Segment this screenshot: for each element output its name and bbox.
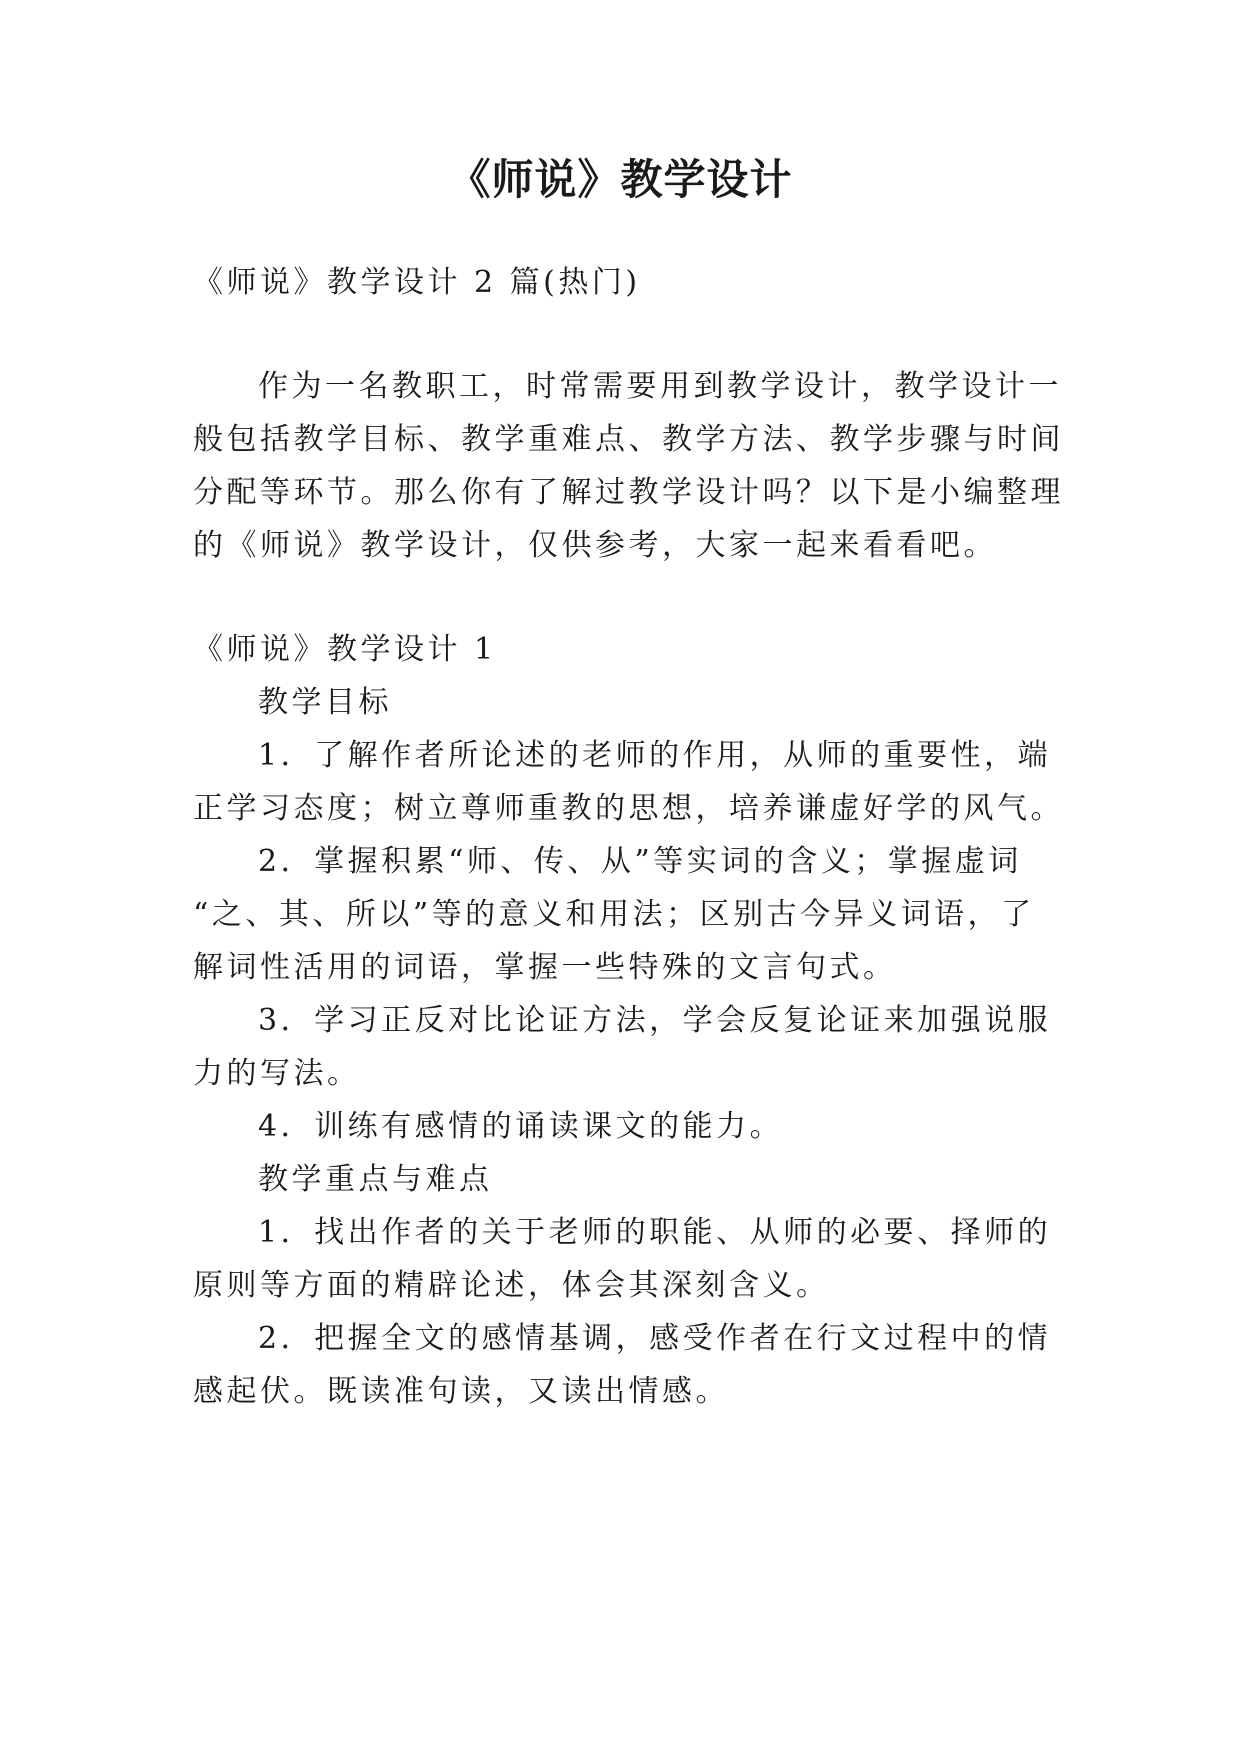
goal-line: 3．学习正反对比论证方法，学会反复论证来加强说服 bbox=[258, 1003, 1052, 1038]
goal-line: 2．掌握积累“师、传、从”等实词的含义；掌握虚词 bbox=[258, 844, 1022, 879]
goal-line: 1．了解作者所论述的老师的作用，从师的重要性，端 bbox=[258, 738, 1052, 773]
document-title: 《师说》教学设计 bbox=[448, 155, 793, 204]
intro-line: 分配等环节。那么你有了解过教学设计吗？以下是小编整理 bbox=[193, 475, 1064, 510]
key-points-heading: 教学重点与难点 bbox=[258, 1162, 493, 1197]
key-point-line: 感起伏。既读准句读，又读出情感。 bbox=[193, 1374, 729, 1409]
section-heading: 《师说》教学设计 1 bbox=[193, 632, 497, 667]
intro-line: 的《师说》教学设计，仅供参考，大家一起来看看吧。 bbox=[193, 528, 997, 563]
key-point-line: 2．把握全文的感情基调，感受作者在行文过程中的情 bbox=[258, 1321, 1052, 1356]
intro-line: 作为一名教职工，时常需要用到教学设计，教学设计一 bbox=[258, 369, 1062, 404]
key-point-line: 1．找出作者的关于老师的职能、从师的必要、择师的 bbox=[258, 1215, 1052, 1250]
document-subtitle: 《师说》教学设计 2 篇(热门) bbox=[193, 265, 641, 300]
goal-line: 力的写法。 bbox=[193, 1056, 361, 1091]
goals-heading: 教学目标 bbox=[258, 685, 392, 720]
goal-line: 解词性活用的词语，掌握一些特殊的文言句式。 bbox=[193, 950, 897, 985]
key-point-line: 原则等方面的精辟论述，体会其深刻含义。 bbox=[193, 1268, 830, 1303]
goal-line: “之、其、所以”等的意义和用法；区别古今异义词语，了 bbox=[193, 897, 1035, 932]
goal-line: 正学习态度；树立尊师重教的思想，培养谦虚好学的风气。 bbox=[193, 791, 1064, 826]
goal-line: 4．训练有感情的诵读课文的能力。 bbox=[258, 1109, 784, 1144]
intro-line: 般包括教学目标、教学重难点、教学方法、教学步骤与时间 bbox=[193, 422, 1064, 457]
